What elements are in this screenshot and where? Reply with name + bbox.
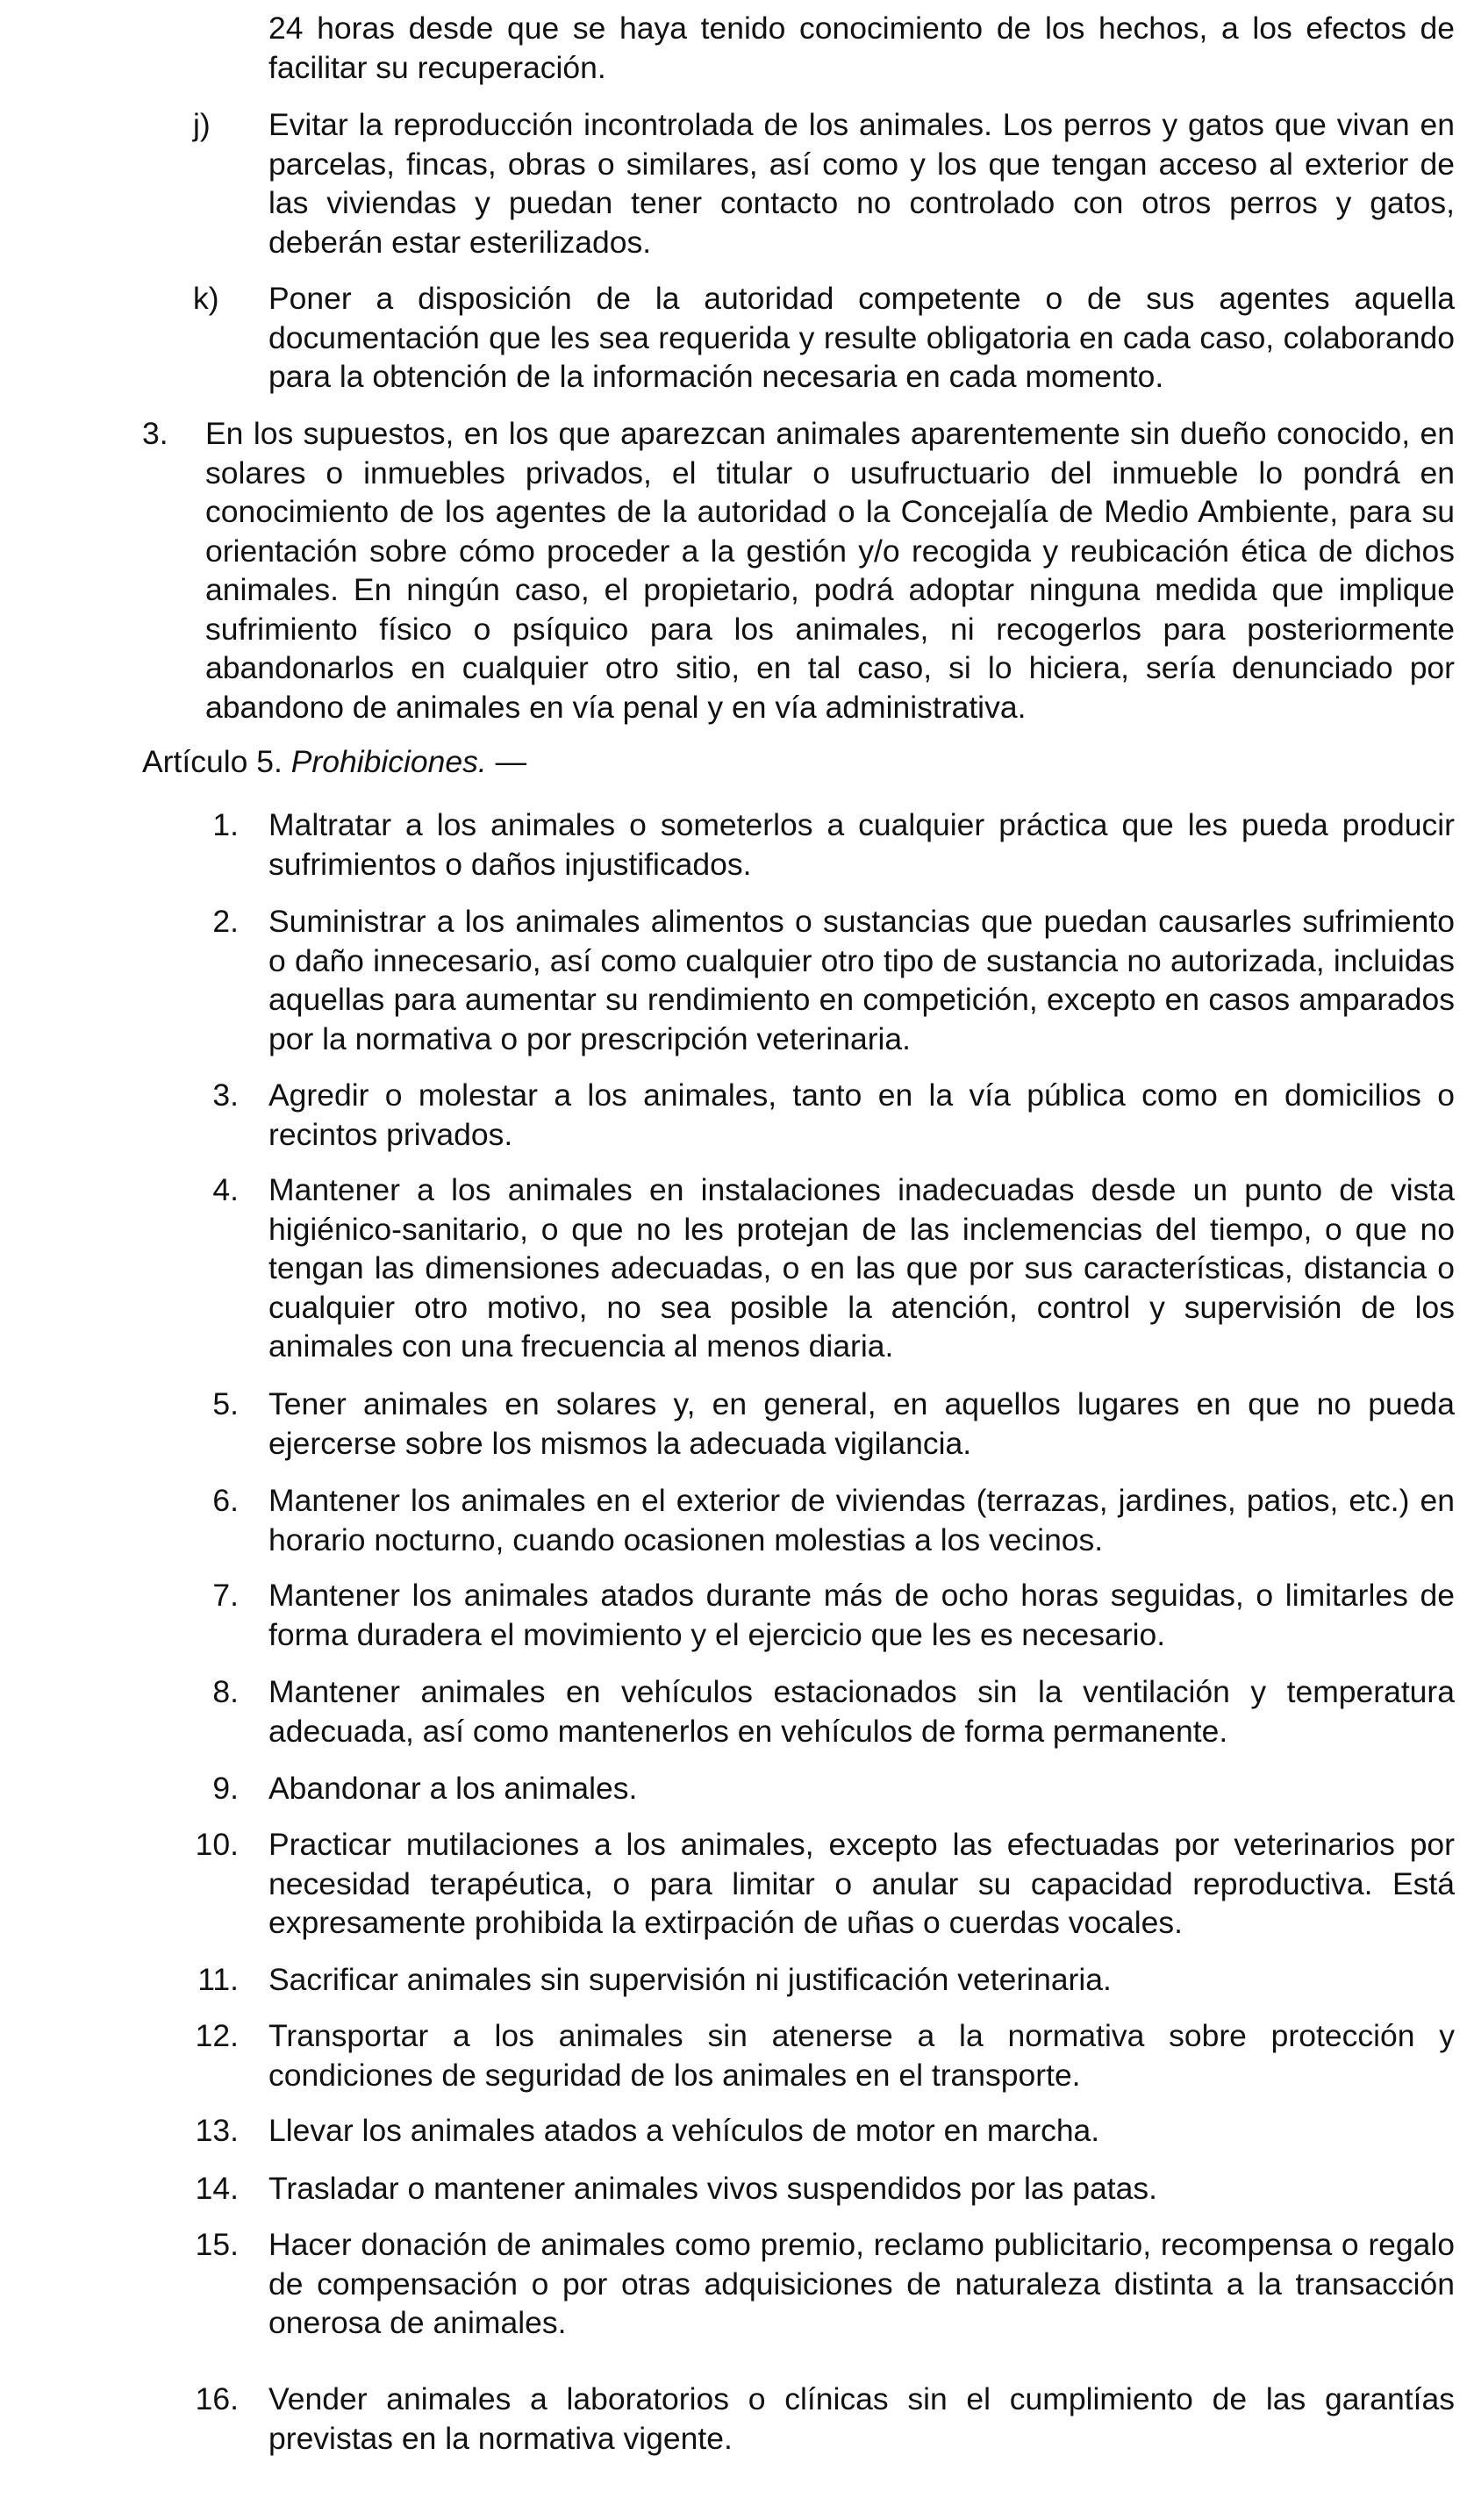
prohibition-marker-4: 4. bbox=[212, 1172, 239, 1207]
prohibition-item-10: Practicar mutilaciones a los animales, excepto las efectuadas por veterinarios por necesidad terapéutica, o para limitar o anular su capacidad reproductiva. Está expresamente prohibida la extirpación de uñas o cuerdas vocales. bbox=[268, 1827, 1455, 1940]
prohibition-item-16: Vender animales a laboratorios o clínicas sin el cumplimiento de las garantías previstas en la normativa vigente. bbox=[268, 2381, 1455, 2456]
prohibition-marker-1: 1. bbox=[212, 807, 239, 842]
prohibition-item-2: Suministrar a los animales alimentos o sustancias que puedan causarles sufrimiento o daño innecesario, así como cualquier otro tipo de sustancia no autorizada, incluidas aquellas para aumentar su rendimiento en competición, excepto en casos amparados por la normativa o por prescripción veterinaria. bbox=[268, 904, 1455, 1056]
prohibition-item-3: Agredir o molestar a los animales, tanto en la vía pública como en domicilios o recintos privados. bbox=[268, 1077, 1455, 1152]
section-marker-3: 3. bbox=[142, 416, 168, 451]
article-label: Artículo 5. bbox=[142, 744, 283, 779]
prohibition-item-4: Mantener a los animales en instalaciones inadecuadas desde un punto de vista higiénico-sanitario, o que no les protejan de las inclemencias del tiempo, o que no tengan las dimensiones adecuadas, o en las que por sus características, distancia o cualquier otro motivo, no sea posible la atención, control y supervisión de los animales con una frecuencia al menos diaria. bbox=[268, 1172, 1455, 1364]
prohibition-marker-14: 14. bbox=[195, 2171, 239, 2206]
prohibition-marker-2: 2. bbox=[212, 904, 239, 939]
prohibition-item-13: Llevar los animales atados a vehículos de motor en marcha. bbox=[268, 2113, 1100, 2148]
prohibition-marker-5: 5. bbox=[212, 1386, 239, 1421]
prohibition-item-14: Trasladar o mantener animales vivos suspendidos por las patas. bbox=[268, 2171, 1157, 2206]
letter-item-marker-j: j) bbox=[193, 107, 211, 142]
letter-item-k: Poner a disposición de la autoridad competente o de sus agentes aquella documentación que les sea requerida y resulte obligatoria en cada caso, colaborando para la obtención de la información necesaria en cada momento. bbox=[268, 281, 1455, 394]
letter-item-marker-k: k) bbox=[193, 281, 219, 316]
prohibition-marker-12: 12. bbox=[195, 2018, 239, 2053]
prohibition-marker-6: 6. bbox=[212, 1483, 239, 1518]
prohibition-marker-10: 10. bbox=[195, 1827, 239, 1862]
section-3-paragraph: En los supuestos, en los que aparezcan animales aparentemente sin dueño conocido, en solares o inmuebles privados, el titular o usufructuario del inmueble lo pondrá en conocimiento de los agentes de la autoridad o la Concejalía de Medio Ambiente, para su orientación sobre cómo proceder a la gestión y/o recogida y reubicación ética de dichos animales. En ningún caso, el propietario, podrá adoptar ninguna medida que implique sufrimiento físico o psíquico para los animales, ni recogerlos para posteriormente abandonarlos en cualquier otro sitio, en tal caso, si lo hiciera, sería denunciado por abandono de animales en vía penal y en vía administrativa. bbox=[205, 416, 1455, 725]
prohibition-marker-7: 7. bbox=[212, 1578, 239, 1613]
prohibition-marker-8: 8. bbox=[212, 1674, 239, 1709]
prohibition-item-11: Sacrificar animales sin supervisión ni justificación veterinaria. bbox=[268, 1962, 1112, 1997]
prohibition-item-7: Mantener los animales atados durante más de ocho horas seguidas, o limitarles de forma duradera el movimiento y el ejercicio que les es necesario. bbox=[268, 1578, 1455, 1652]
article-title: Prohibiciones. bbox=[290, 744, 487, 779]
prohibition-item-6: Mantener los animales en el exterior de viviendas (terrazas, jardines, patios, etc.) en horario nocturno, cuando ocasionen molestias a los vecinos. bbox=[268, 1483, 1455, 1557]
article-dash: — bbox=[495, 744, 527, 779]
prohibition-item-12: Transportar a los animales sin atenerse a la normativa sobre protección y condiciones de seguridad de los animales en el transporte. bbox=[268, 2018, 1455, 2093]
prohibition-item-8: Mantener animales en vehículos estacionados sin la ventilación y temperatura adecuada, así como mantenerlos en vehículos de forma permanente. bbox=[268, 1674, 1455, 1749]
prohibition-item-1: Maltratar a los animales o someterlos a cualquier práctica que les pueda producir sufrimientos o daños injustificados. bbox=[268, 807, 1455, 882]
prohibition-marker-15: 15. bbox=[195, 2227, 239, 2262]
prohibition-item-5: Tener animales en solares y, en general, en aquellos lugares en que no pueda ejercerse sobre los mismos la adecuada vigilancia. bbox=[268, 1386, 1455, 1461]
prohibition-marker-3: 3. bbox=[212, 1077, 239, 1113]
prohibition-item-15: Hacer donación de animales como premio, reclamo publicitario, recompensa o regalo de compensación o por otras adquisiciones de naturaleza distinta a la transacción onerosa de animales. bbox=[268, 2227, 1455, 2340]
prohibition-marker-9: 9. bbox=[212, 1771, 239, 1806]
prohibition-item-9: Abandonar a los animales. bbox=[268, 1771, 638, 1806]
prohibition-marker-16: 16. bbox=[195, 2381, 239, 2416]
prohibition-marker-13: 13. bbox=[195, 2113, 239, 2148]
article-heading bbox=[142, 742, 526, 782]
letter-item-j: Evitar la reproducción incontrolada de los animales. Los perros y gatos que vivan en parcelas, fincas, obras o similares, así como y los que tengan acceso al exterior de las viviendas y puedan tener contacto no controlado con otros perros y gatos, deberán estar esterilizados. bbox=[268, 107, 1455, 260]
prohibition-marker-11: 11. bbox=[197, 1962, 239, 1997]
continuation-paragraph: 24 horas desde que se haya tenido conocimiento de los hechos, a los efectos de facilitar su recuperación. bbox=[268, 11, 1455, 85]
